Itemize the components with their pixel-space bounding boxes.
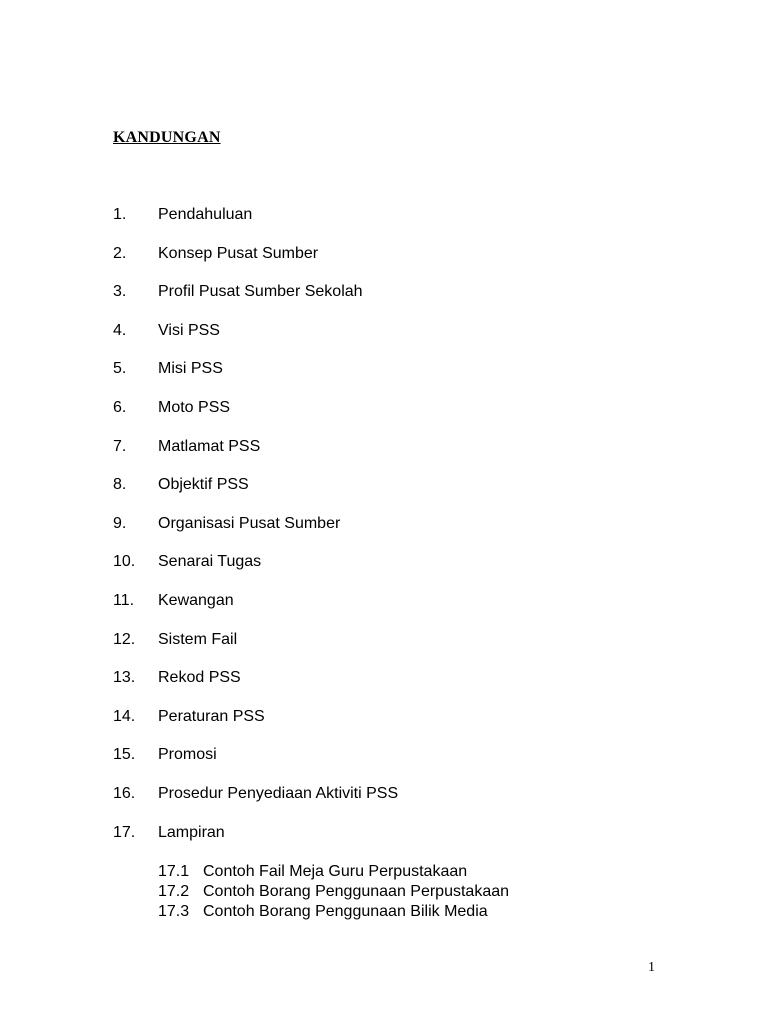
toc-item-label: Matlamat PSS <box>158 437 261 455</box>
toc-item-label: Lampiran <box>158 823 225 841</box>
toc-item-label: Promosi <box>158 746 217 764</box>
toc-sub-item-number: 17.2 <box>158 883 190 900</box>
toc-item-label: Misi PSS <box>158 360 223 378</box>
toc-item <box>113 514 713 553</box>
toc-item-number: 2. <box>113 244 127 262</box>
toc-item <box>113 745 713 784</box>
toc-item-number: 3. <box>113 283 127 301</box>
table-of-contents <box>113 205 713 861</box>
toc-item <box>113 321 713 360</box>
toc-item-label: Sistem Fail <box>158 630 238 648</box>
toc-item-number: 10. <box>113 553 136 571</box>
toc-item-label: Rekod PSS <box>158 669 241 687</box>
toc-item-number: 6. <box>113 398 127 416</box>
toc-item-label: Moto PSS <box>158 398 231 416</box>
toc-item-label: Peraturan PSS <box>158 707 265 725</box>
toc-sub-item <box>158 902 509 922</box>
toc-item-label: Organisasi Pusat Sumber <box>158 514 341 532</box>
toc-item <box>113 282 713 321</box>
toc-item <box>113 552 713 591</box>
toc-item-label: Konsep Pusat Sumber <box>158 244 319 262</box>
toc-item <box>113 784 713 823</box>
toc-sub-item-label: Contoh Borang Penggunaan Bilik Media <box>203 903 488 920</box>
toc-item <box>113 823 713 862</box>
toc-item <box>113 707 713 746</box>
toc-sub-item-number: 17.1 <box>158 863 190 880</box>
toc-item <box>113 244 713 283</box>
toc-item-number: 16. <box>113 784 136 802</box>
toc-item <box>113 475 713 514</box>
toc-item <box>113 437 713 476</box>
toc-item-number: 8. <box>113 476 127 494</box>
toc-item <box>113 398 713 437</box>
toc-sub-item-number: 17.3 <box>158 903 190 920</box>
toc-item-label: Visi PSS <box>158 321 220 339</box>
toc-item <box>113 205 713 244</box>
toc-item <box>113 668 713 707</box>
toc-sub-list <box>158 862 509 922</box>
toc-item-number: 17. <box>113 823 136 841</box>
toc-item-number: 7. <box>113 437 127 455</box>
toc-item <box>113 359 713 398</box>
toc-item-label: Pendahuluan <box>158 206 253 223</box>
toc-sub-item <box>158 862 509 882</box>
toc-item-label: Prosedur Penyediaan Aktiviti PSS <box>158 784 399 802</box>
toc-sub-item <box>158 882 509 902</box>
toc-item <box>113 591 713 630</box>
toc-item-number: 4. <box>113 321 127 339</box>
toc-item-label: Kewangan <box>158 591 234 609</box>
toc-sub-item-label: Contoh Fail Meja Guru Perpustakaan <box>203 863 468 880</box>
toc-item-number: 1. <box>113 206 127 223</box>
page-number: 1 <box>648 960 655 975</box>
toc-item <box>113 630 713 669</box>
page-heading: KANDUNGAN <box>113 129 221 146</box>
toc-item-number: 11. <box>113 591 135 609</box>
toc-item-number: 15. <box>113 746 136 764</box>
toc-item-number: 14. <box>113 707 136 725</box>
toc-item-label: Profil Pusat Sumber Sekolah <box>158 283 363 301</box>
toc-item-label: Senarai Tugas <box>158 553 262 571</box>
toc-item-number: 13. <box>113 669 136 687</box>
toc-item-number: 12. <box>113 630 136 648</box>
toc-item-label: Objektif PSS <box>158 476 249 494</box>
toc-item-number: 9. <box>113 514 127 532</box>
toc-sub-item-label: Contoh Borang Penggunaan Perpustakaan <box>203 883 510 900</box>
toc-item-number: 5. <box>113 360 127 378</box>
